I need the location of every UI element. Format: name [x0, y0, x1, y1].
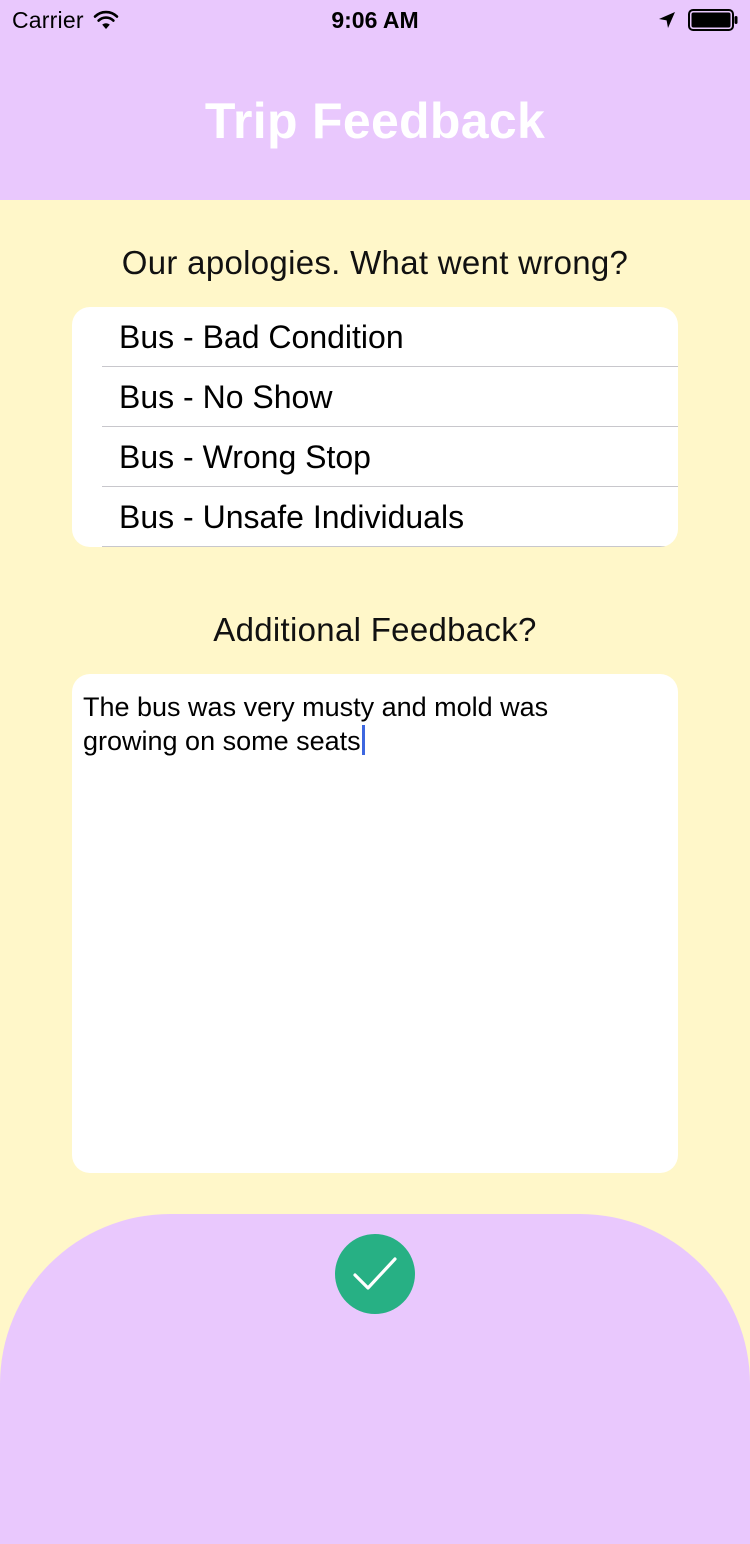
- feedback-heading: Additional Feedback?: [213, 611, 537, 648]
- issue-option-no-show[interactable]: Bus - No Show: [72, 367, 678, 427]
- location-arrow-icon: [658, 11, 676, 29]
- feedback-textarea[interactable]: [72, 674, 678, 1173]
- status-right: [658, 6, 738, 34]
- battery-icon: [688, 9, 738, 31]
- issue-option-wrong-stop[interactable]: Bus - Wrong Stop: [72, 427, 678, 487]
- page-title: Trip Feedback: [204, 93, 546, 149]
- status-time: 9:06 AM: [331, 7, 419, 33]
- carrier-label: Carrier: [12, 6, 84, 33]
- submit-button[interactable]: [335, 1234, 415, 1314]
- issue-option-bad-condition[interactable]: Bus - Bad Condition: [72, 307, 678, 367]
- issue-option-unsafe-individuals[interactable]: Bus - Unsafe Individuals: [72, 487, 678, 547]
- checkmark-icon: [352, 1256, 398, 1292]
- text-cursor: [362, 725, 365, 755]
- header-bar: [0, 40, 750, 200]
- status-bar: [0, 0, 750, 40]
- issues-prompt: Our apologies. What went wrong?: [121, 244, 629, 281]
- feedback-text: The bus was very musty and mold was growing on some seats: [83, 692, 549, 756]
- issue-list: [72, 307, 678, 547]
